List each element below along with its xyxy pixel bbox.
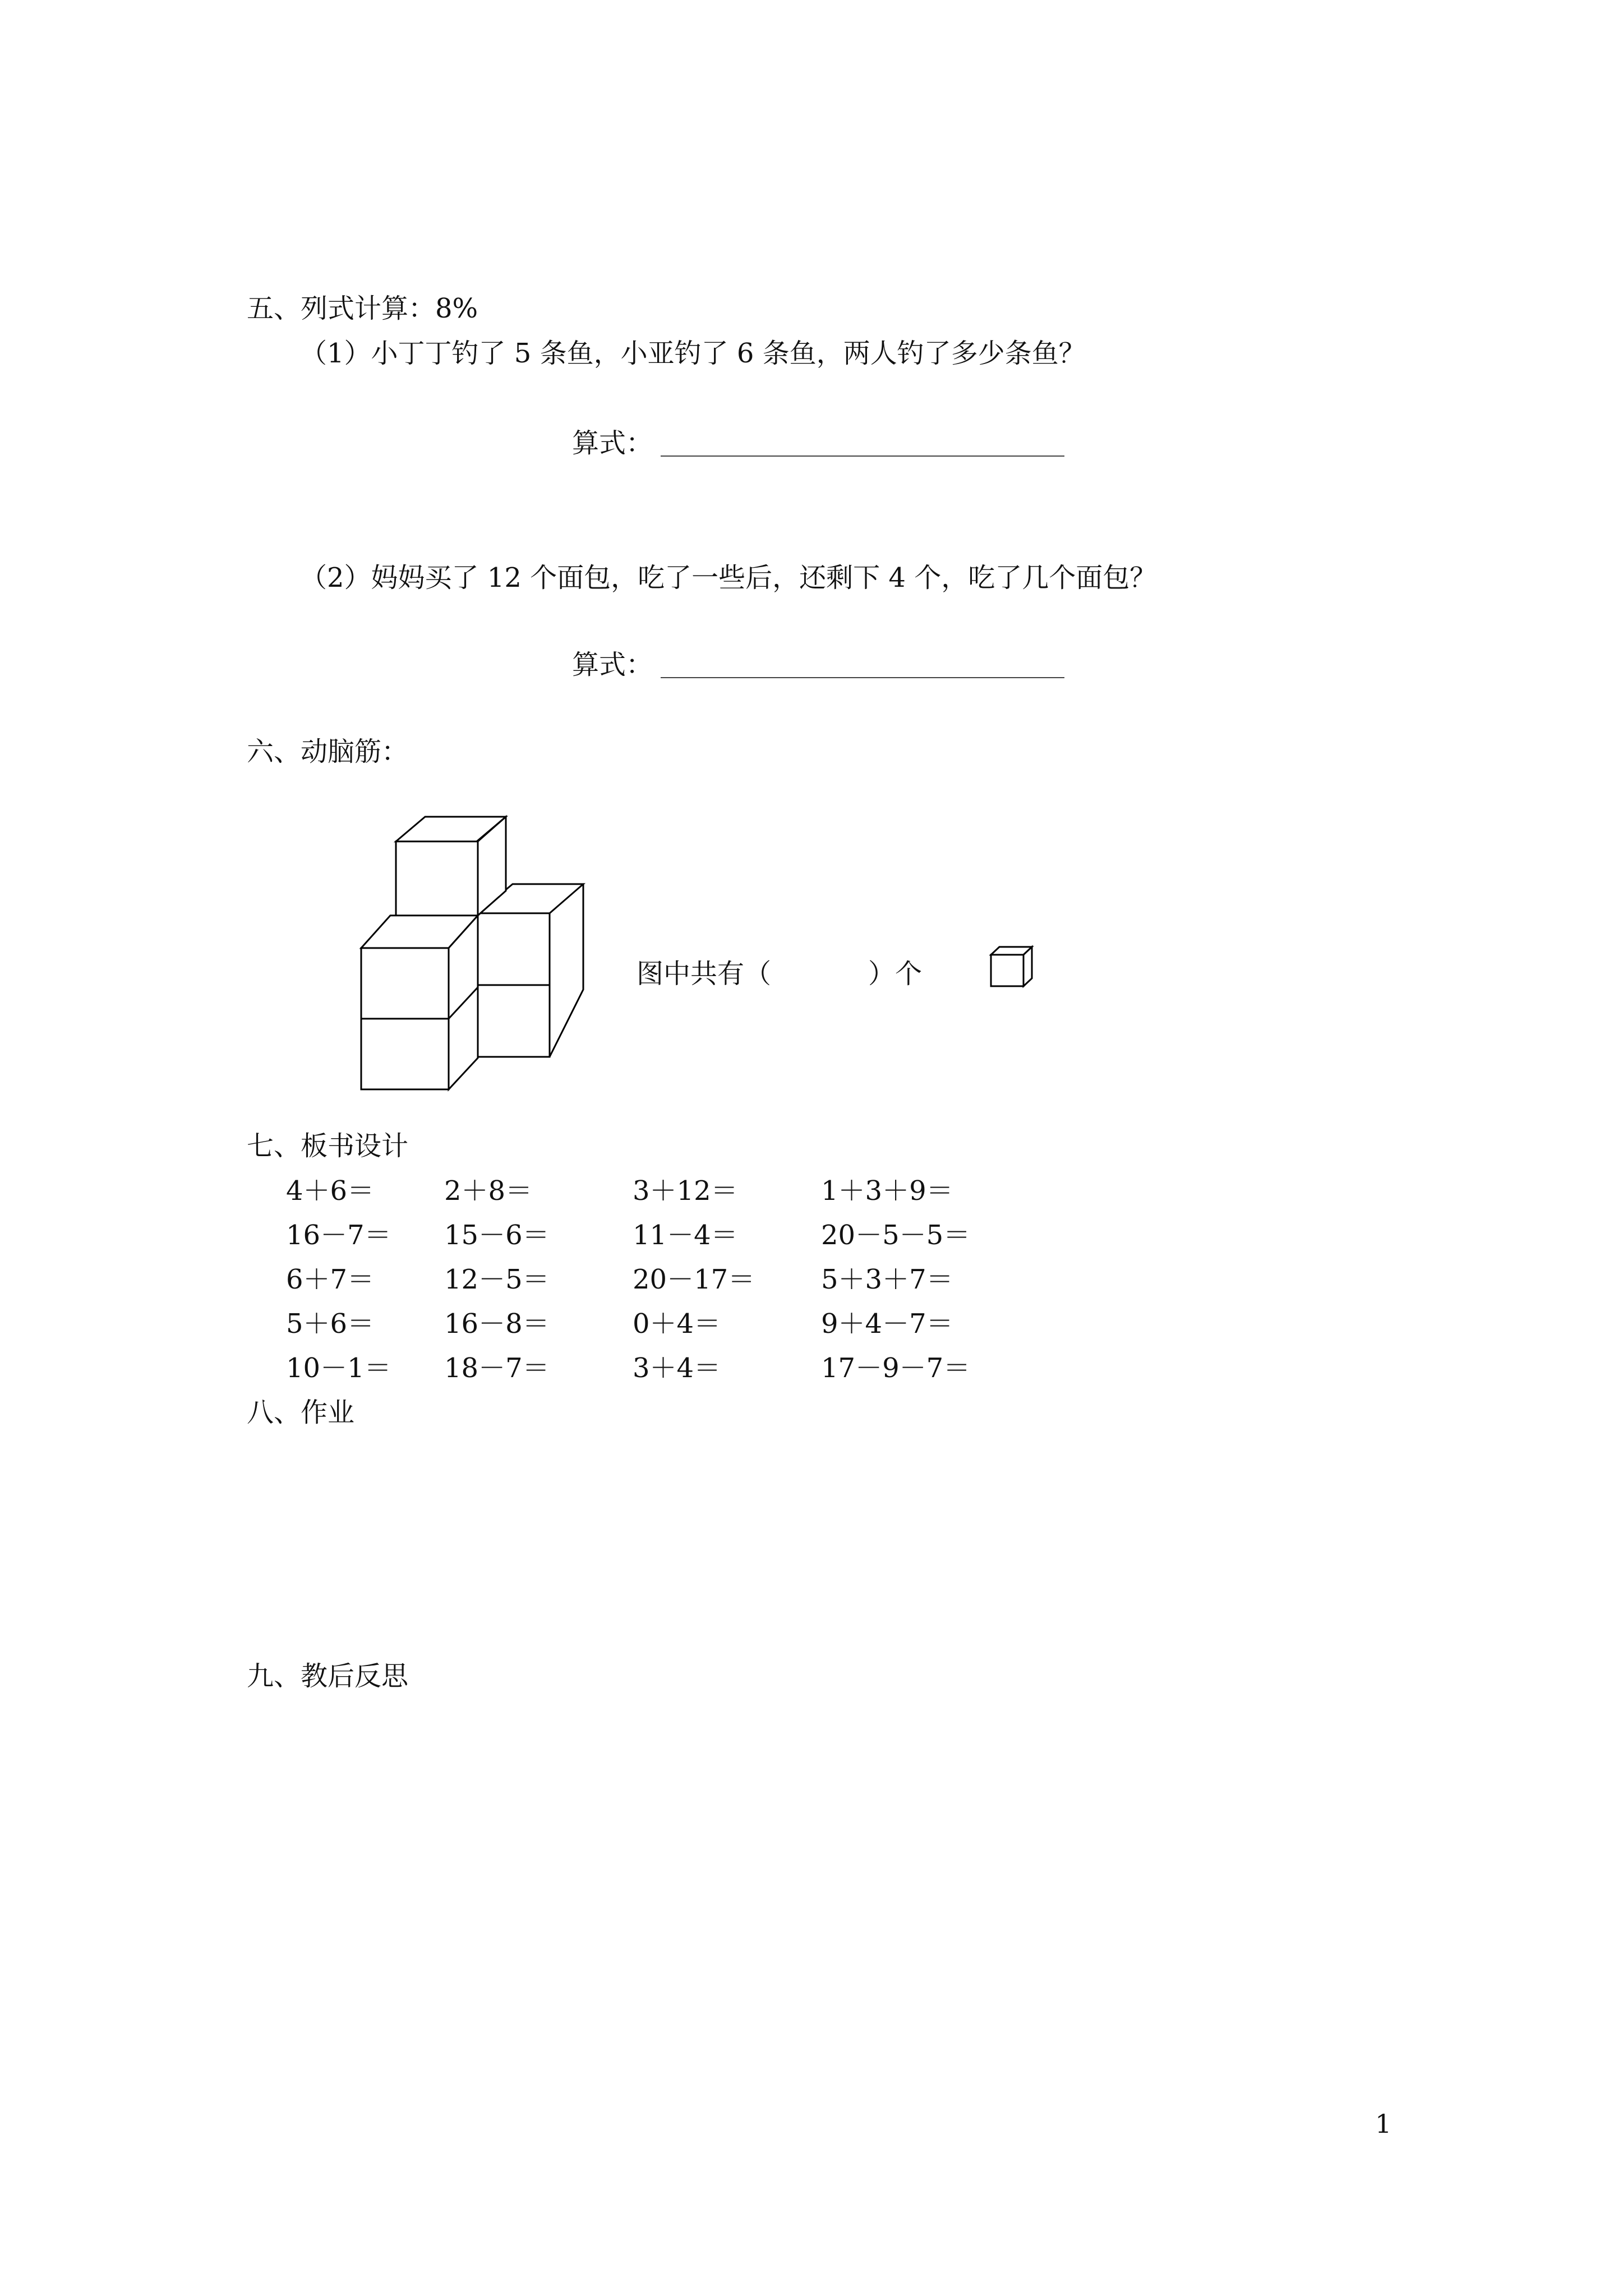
board-cell: 6＋7＝	[286, 1264, 375, 1295]
section5-heading: 五、列式计算：8%	[247, 293, 478, 324]
board-cell: 18－7＝	[444, 1352, 550, 1384]
board-cell: 10－1＝	[286, 1352, 391, 1384]
board-cell: 17－9－7＝	[821, 1352, 971, 1384]
section6-heading: 六、动脑筋：	[247, 736, 409, 767]
count-prompt-right: ）个	[868, 958, 923, 990]
board-cell: 5＋3＋7＝	[821, 1264, 953, 1295]
board-cell: 4＋6＝	[286, 1175, 375, 1207]
equation-label-1: 算式：	[572, 427, 653, 459]
question-2: （2）妈妈买了 12 个面包，吃了一些后，还剩下 4 个，吃了几个面包？	[300, 562, 1157, 593]
section9-heading: 九、教后反思	[247, 1660, 409, 1692]
page-number: 1	[1375, 2109, 1392, 2139]
section8-heading: 八、作业	[247, 1397, 355, 1428]
question-1: （1）小丁丁钓了 5 条鱼，小亚钓了 6 条鱼，两人钓了多少条鱼？	[300, 338, 1086, 369]
board-cell: 20－17＝	[633, 1264, 755, 1295]
cube-icon	[989, 944, 1034, 988]
board-cell: 16－8＝	[444, 1308, 550, 1340]
answer-line-1[interactable]	[661, 455, 1064, 457]
answer-line-2[interactable]	[661, 677, 1064, 678]
board-cell: 15－6＝	[444, 1220, 550, 1251]
board-cell: 1＋3＋9＝	[821, 1175, 953, 1207]
board-cell: 16－7＝	[286, 1220, 391, 1251]
equation-label-2: 算式：	[572, 649, 653, 680]
board-cell: 9＋4－7＝	[821, 1308, 953, 1340]
section7-heading: 七、板书设计	[247, 1130, 409, 1162]
board-cell: 12－5＝	[444, 1264, 550, 1295]
board-cell: 20－5－5＝	[821, 1220, 971, 1251]
board-cell: 2＋8＝	[444, 1175, 533, 1207]
board-cell: 3＋4＝	[633, 1352, 721, 1384]
count-answer-blank[interactable]	[771, 957, 866, 991]
board-cell: 5＋6＝	[286, 1308, 375, 1340]
board-cell: 11－4＝	[633, 1220, 738, 1251]
count-prompt-left: 图中共有（	[637, 958, 772, 990]
cube-stack-figure	[348, 808, 594, 1099]
board-cell: 0＋4＝	[633, 1308, 721, 1340]
board-cell: 3＋12＝	[633, 1175, 738, 1207]
